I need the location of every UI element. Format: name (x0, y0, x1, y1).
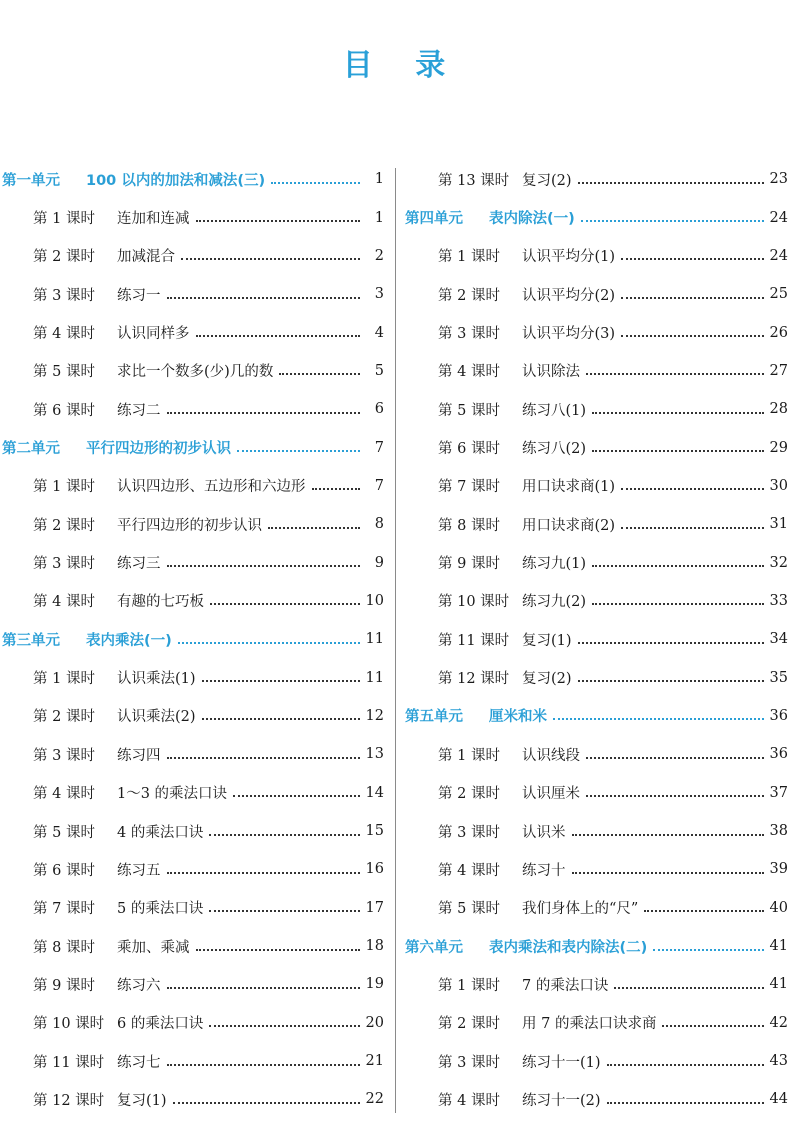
lesson-number: 第 12 课时 (33, 1092, 105, 1109)
dot-leader (662, 1024, 763, 1027)
page-number: 18 (365, 938, 384, 955)
unit-number: 第四单元 (405, 211, 463, 228)
lesson-number: 第 9 课时 (33, 977, 95, 994)
lesson-number: 第 4 课时 (33, 594, 95, 611)
dot-leader (178, 641, 360, 644)
dot-leader (578, 641, 764, 644)
page-number: 35 (769, 669, 788, 686)
unit-number: 第五单元 (405, 709, 463, 726)
lesson-title: 认识除法 (522, 364, 580, 381)
toc-unit-heading[interactable] (402, 697, 790, 735)
page-number: 2 (374, 247, 384, 264)
toc-lesson-row[interactable] (402, 620, 790, 658)
toc-lesson-row[interactable] (0, 927, 386, 965)
page-number: 11 (365, 669, 384, 686)
dot-leader (173, 1101, 360, 1104)
toc-unit-heading[interactable] (0, 428, 386, 466)
unit-title: 表内乘法(一) (86, 632, 172, 649)
toc-lesson-row[interactable] (0, 352, 386, 390)
dot-leader (607, 1063, 764, 1066)
toc-lesson-row[interactable] (402, 275, 790, 313)
toc-lesson-row[interactable] (402, 390, 790, 428)
toc-lesson-row[interactable] (402, 812, 790, 850)
lesson-number: 第 2 课时 (438, 287, 500, 304)
page-number: 24 (769, 247, 788, 264)
toc-lesson-row[interactable] (402, 313, 790, 351)
dot-leader (196, 219, 361, 222)
toc-lesson-row[interactable] (0, 1042, 386, 1080)
lesson-title: 练习八(2) (522, 441, 587, 458)
dot-leader (572, 871, 764, 874)
unit-title: 平行四边形的初步认识 (86, 441, 231, 458)
dot-leader (181, 257, 360, 260)
page-number: 41 (769, 938, 788, 955)
dot-leader (572, 833, 764, 836)
page-number: 21 (365, 1053, 384, 1070)
lesson-title: 练习三 (117, 556, 161, 573)
toc-unit-heading[interactable] (402, 927, 790, 965)
dot-leader (167, 1063, 360, 1066)
page-number: 14 (365, 784, 384, 801)
page-number: 43 (769, 1053, 788, 1070)
lesson-number: 第 5 课时 (33, 364, 95, 381)
page-number: 17 (365, 899, 384, 916)
dot-leader (592, 411, 764, 414)
toc-lesson-row[interactable] (0, 965, 386, 1003)
page-number: 25 (769, 286, 788, 303)
toc-lesson-row[interactable] (0, 505, 386, 543)
page-number: 8 (374, 516, 384, 533)
page-number: 33 (769, 592, 788, 609)
page-number: 36 (769, 707, 788, 724)
dot-leader (578, 679, 764, 682)
lesson-title: 连加和连减 (117, 211, 190, 228)
dot-leader (586, 372, 764, 375)
lesson-number: 第 4 课时 (33, 326, 95, 343)
lesson-title: 用口诀求商(1) (522, 479, 616, 496)
dot-leader (621, 526, 764, 529)
lesson-title: 用口诀求商(2) (522, 517, 616, 534)
lesson-number: 第 3 课时 (438, 1054, 500, 1071)
page-number: 26 (769, 324, 788, 341)
page-number: 38 (769, 823, 788, 840)
page-number: 6 (374, 401, 384, 418)
dot-leader (578, 181, 764, 184)
lesson-number: 第 4 课时 (438, 364, 500, 381)
toc-lesson-row[interactable] (402, 850, 790, 888)
lesson-title: 认识厘米 (522, 786, 580, 803)
page-number: 19 (365, 976, 384, 993)
lesson-number: 第 8 课时 (438, 517, 500, 534)
lesson-number: 第 6 课时 (438, 441, 500, 458)
page-number: 34 (769, 631, 788, 648)
lesson-number: 第 11 课时 (33, 1054, 105, 1071)
lesson-title: 4 的乘法口诀 (117, 824, 204, 841)
lesson-title: 复习(2) (522, 172, 572, 189)
toc-lesson-row[interactable] (402, 505, 790, 543)
page-number: 3 (374, 286, 384, 303)
lesson-number: 第 6 课时 (33, 402, 95, 419)
toc-lesson-row[interactable] (0, 735, 386, 773)
lesson-number: 第 9 课时 (438, 556, 500, 573)
toc-lesson-row[interactable] (402, 889, 790, 927)
lesson-title: 认识米 (522, 824, 566, 841)
lesson-number: 第 1 课时 (438, 747, 500, 764)
unit-title: 100 以内的加法和减法(三) (86, 172, 266, 189)
lesson-title: 用 7 的乘法口诀求商 (522, 1016, 657, 1033)
toc-lesson-row[interactable] (402, 658, 790, 696)
page-number: 39 (769, 861, 788, 878)
unit-title: 表内乘法和表内除法(二) (489, 939, 648, 956)
dot-leader (268, 526, 360, 529)
toc-lesson-row[interactable] (402, 582, 790, 620)
page-number: 28 (769, 401, 788, 418)
dot-leader (233, 794, 359, 797)
dot-leader (196, 334, 361, 337)
page-number: 32 (769, 554, 788, 571)
dot-leader (210, 602, 360, 605)
lesson-number: 第 2 课时 (438, 1016, 500, 1033)
dot-leader (167, 296, 361, 299)
toc-right-column (402, 160, 790, 1119)
lesson-title: 练习七 (117, 1054, 161, 1071)
lesson-number: 第 10 课时 (438, 594, 510, 611)
unit-number: 第三单元 (2, 632, 60, 649)
dot-leader (586, 794, 764, 797)
dot-leader (202, 679, 360, 682)
lesson-title: 认识四边形、五边形和六边形 (117, 479, 306, 496)
lesson-number: 第 3 课时 (438, 326, 500, 343)
lesson-title: 6 的乘法口诀 (117, 1016, 204, 1033)
lesson-title: 练习十 (522, 862, 566, 879)
toc-lesson-row[interactable] (0, 1080, 386, 1118)
lesson-title: 1～3 的乘法口诀 (117, 786, 228, 803)
lesson-title: 练习六 (117, 977, 161, 994)
lesson-number: 第 3 课时 (33, 747, 95, 764)
dot-leader (167, 986, 360, 989)
page-number: 4 (374, 324, 384, 341)
dot-leader (209, 1024, 359, 1027)
lesson-title: 练习九(1) (522, 556, 587, 573)
toc-lesson-row[interactable] (0, 697, 386, 735)
page-number: 7 (374, 477, 384, 494)
unit-number: 第六单元 (405, 939, 463, 956)
lesson-title: 练习四 (117, 747, 161, 764)
page-number: 20 (365, 1014, 384, 1031)
toc-lesson-row[interactable] (402, 352, 790, 390)
toc-unit-heading[interactable] (0, 620, 386, 658)
lesson-title: 认识同样多 (117, 326, 190, 343)
column-divider (395, 168, 396, 1113)
page-number: 15 (365, 823, 384, 840)
toc-unit-heading[interactable] (402, 198, 790, 236)
lesson-title: 求比一个数多(少)几的数 (117, 364, 274, 381)
unit-title: 表内除法(一) (489, 211, 575, 228)
toc-lesson-row[interactable] (0, 774, 386, 812)
toc-lesson-row[interactable] (0, 275, 386, 313)
toc-lesson-row[interactable] (0, 543, 386, 581)
lesson-number: 第 3 课时 (33, 556, 95, 573)
toc-lesson-row[interactable] (0, 812, 386, 850)
page-number: 41 (769, 976, 788, 993)
page-number: 1 (374, 171, 384, 188)
lesson-number: 第 5 课时 (438, 402, 500, 419)
lesson-title: 练习九(2) (522, 594, 587, 611)
page-number: 42 (769, 1014, 788, 1031)
lesson-number: 第 2 课时 (438, 786, 500, 803)
dot-leader (644, 909, 763, 912)
toc-lesson-row[interactable] (0, 889, 386, 927)
lesson-number: 第 2 课时 (33, 249, 95, 266)
dot-leader (312, 487, 361, 490)
page-number: 9 (374, 554, 384, 571)
lesson-title: 5 的乘法口诀 (117, 901, 204, 918)
dot-leader (279, 372, 360, 375)
lesson-title: 认识线段 (522, 747, 580, 764)
lesson-number: 第 7 课时 (33, 901, 95, 918)
page-number: 44 (769, 1091, 788, 1108)
unit-title: 厘米和米 (489, 709, 547, 726)
lesson-title: 练习八(1) (522, 402, 587, 419)
page-number: 11 (365, 631, 384, 648)
lesson-title: 乘加、乘减 (117, 939, 190, 956)
lesson-title: 平行四边形的初步认识 (117, 517, 262, 534)
dot-leader (592, 564, 764, 567)
page-title: 目 录 (342, 48, 448, 83)
page-number: 36 (769, 746, 788, 763)
lesson-title: 我们身体上的“尺” (522, 901, 639, 918)
lesson-title: 练习二 (117, 402, 161, 419)
dot-leader (581, 219, 764, 222)
unit-number: 第二单元 (2, 441, 60, 458)
dot-leader (553, 717, 764, 720)
lesson-number: 第 13 课时 (438, 172, 510, 189)
lesson-number: 第 12 课时 (438, 671, 510, 688)
dot-leader (653, 948, 763, 951)
toc-lesson-row[interactable] (0, 237, 386, 275)
lesson-title: 复习(2) (522, 671, 572, 688)
lesson-number: 第 5 课时 (438, 901, 500, 918)
toc-lesson-row[interactable] (0, 658, 386, 696)
dot-leader (592, 602, 764, 605)
lesson-title: 练习一 (117, 287, 161, 304)
lesson-number: 第 6 课时 (33, 862, 95, 879)
lesson-number: 第 4 课时 (33, 786, 95, 803)
lesson-number: 第 4 课时 (438, 1092, 500, 1109)
toc-lesson-row[interactable] (402, 1004, 790, 1042)
toc-lesson-row[interactable] (0, 313, 386, 351)
page-number: 27 (769, 362, 788, 379)
toc-lesson-row[interactable] (0, 198, 386, 236)
dot-leader (237, 449, 360, 452)
dot-leader (167, 411, 361, 414)
toc-lesson-row[interactable] (0, 850, 386, 888)
lesson-number: 第 7 课时 (438, 479, 500, 496)
lesson-number: 第 10 课时 (33, 1016, 105, 1033)
lesson-title: 认识平均分(1) (522, 249, 616, 266)
lesson-number: 第 2 课时 (33, 709, 95, 726)
lesson-title: 复习(1) (522, 632, 572, 649)
dot-leader (167, 564, 361, 567)
dot-leader (586, 756, 764, 759)
lesson-number: 第 3 课时 (33, 287, 95, 304)
toc-lesson-row[interactable] (402, 965, 790, 1003)
lesson-number: 第 8 课时 (33, 939, 95, 956)
dot-leader (607, 1101, 764, 1104)
page-number: 30 (769, 477, 788, 494)
dot-leader (621, 334, 764, 337)
page-number: 22 (365, 1091, 384, 1108)
lesson-number: 第 1 课时 (438, 249, 500, 266)
page-number: 37 (769, 784, 788, 801)
toc-lesson-row[interactable] (402, 428, 790, 466)
dot-leader (202, 717, 360, 720)
lesson-number: 第 4 课时 (438, 862, 500, 879)
lesson-number: 第 5 课时 (33, 824, 95, 841)
dot-leader (614, 986, 763, 989)
lesson-title: 复习(1) (117, 1092, 167, 1109)
lesson-title: 认识乘法(2) (117, 709, 196, 726)
page-number: 1 (374, 209, 384, 226)
toc-lesson-row[interactable] (402, 160, 790, 198)
page-number: 16 (365, 861, 384, 878)
dot-leader (621, 257, 764, 260)
lesson-title: 练习十一(1) (522, 1054, 601, 1071)
page-number: 13 (365, 746, 384, 763)
dot-leader (271, 181, 360, 184)
lesson-number: 第 2 课时 (33, 517, 95, 534)
toc-lesson-row[interactable] (0, 390, 386, 428)
lesson-number: 第 1 课时 (33, 211, 95, 228)
lesson-title: 加减混合 (117, 249, 175, 266)
dot-leader (209, 833, 359, 836)
toc-lesson-row[interactable] (402, 1080, 790, 1118)
toc-lesson-row[interactable] (0, 582, 386, 620)
toc-lesson-row[interactable] (0, 467, 386, 505)
toc-left-column (0, 160, 386, 1119)
toc-lesson-row[interactable] (402, 543, 790, 581)
lesson-title: 认识乘法(1) (117, 671, 196, 688)
page-number: 29 (769, 439, 788, 456)
page-number: 23 (769, 171, 788, 188)
dot-leader (621, 487, 764, 490)
page-number: 5 (374, 362, 384, 379)
lesson-title: 认识平均分(3) (522, 326, 616, 343)
dot-leader (592, 449, 764, 452)
page-number: 7 (374, 439, 384, 456)
lesson-title: 有趣的七巧板 (117, 594, 204, 611)
lesson-title: 认识平均分(2) (522, 287, 616, 304)
unit-number: 第一单元 (2, 172, 60, 189)
lesson-title: 7 的乘法口诀 (522, 977, 609, 994)
lesson-number: 第 1 课时 (438, 977, 500, 994)
dot-leader (209, 909, 359, 912)
dot-leader (621, 296, 764, 299)
page-number: 24 (769, 209, 788, 226)
toc-lesson-row[interactable] (0, 1004, 386, 1042)
dot-leader (167, 756, 360, 759)
lesson-number: 第 3 课时 (438, 824, 500, 841)
lesson-number: 第 1 课时 (33, 479, 95, 496)
page-number: 40 (769, 899, 788, 916)
page-number: 31 (769, 516, 788, 533)
toc-unit-heading[interactable] (0, 160, 386, 198)
lesson-number: 第 1 课时 (33, 671, 95, 688)
toc-lesson-row[interactable] (402, 774, 790, 812)
page-number: 12 (365, 707, 384, 724)
lesson-title: 练习十一(2) (522, 1092, 601, 1109)
page-number: 10 (365, 592, 384, 609)
lesson-number: 第 11 课时 (438, 632, 510, 649)
lesson-title: 练习五 (117, 862, 161, 879)
dot-leader (196, 948, 360, 951)
toc-lesson-row[interactable] (402, 1042, 790, 1080)
toc-lesson-row[interactable] (402, 467, 790, 505)
toc-lesson-row[interactable] (402, 735, 790, 773)
dot-leader (167, 871, 360, 874)
toc-lesson-row[interactable] (402, 237, 790, 275)
